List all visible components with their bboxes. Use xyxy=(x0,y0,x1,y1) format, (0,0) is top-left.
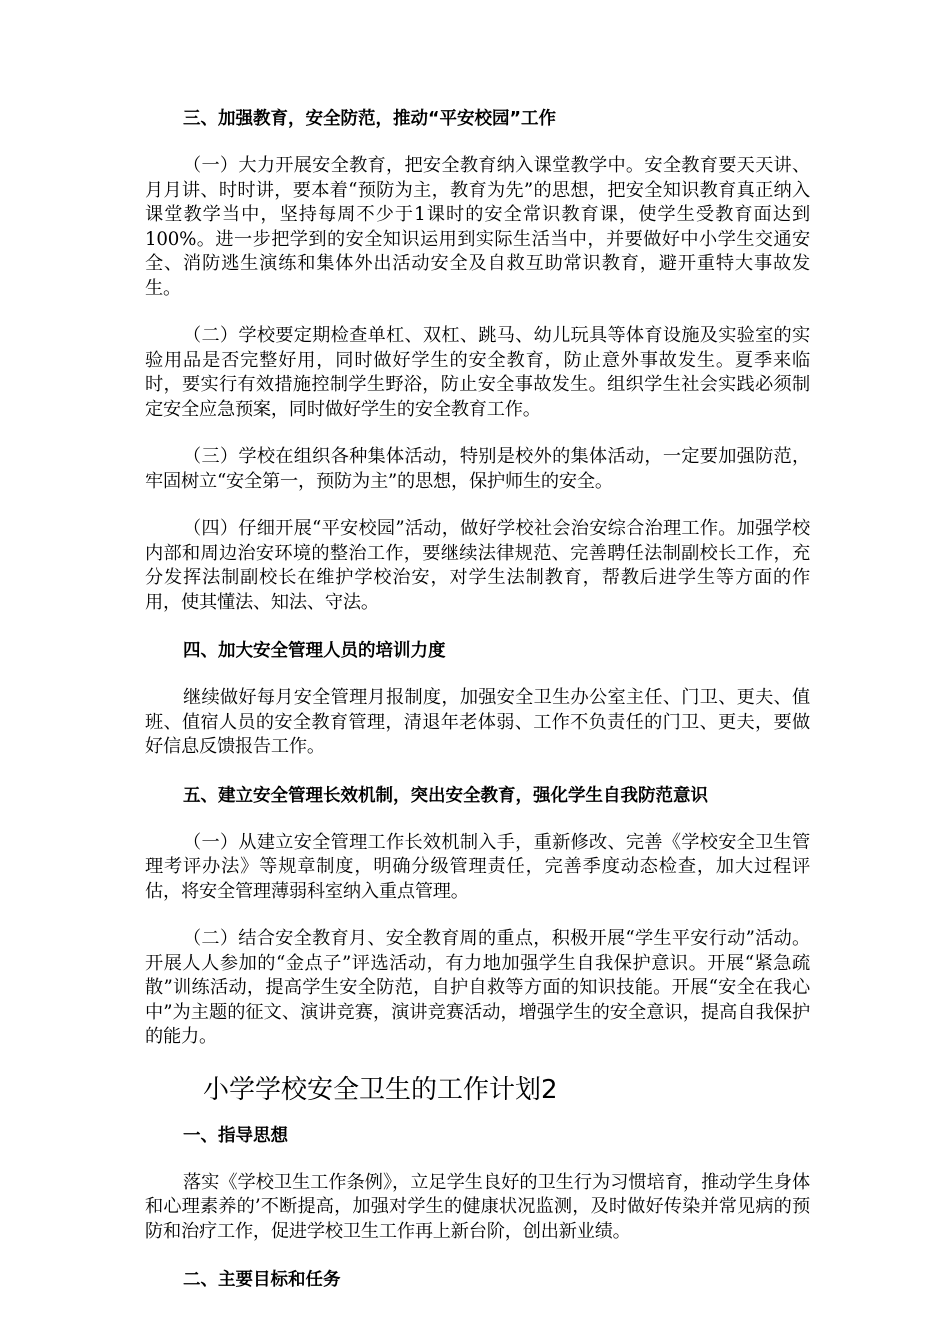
section-heading-guiding: 一、指导思想 xyxy=(183,1125,288,1146)
paragraph: 落实《学校卫生工作条例》，立足学生良好的卫生行为习惯培育，推动学生身体和心理素养的’不断提高，加强对学生的健康状况监测，及时做好传染并常见病的预防和治疗工作，促进学校卫生工作再上新台阶，创出新业绩。 xyxy=(145,1171,810,1242)
section-heading-4: 四、加大安全管理人员的培训力度 xyxy=(183,641,446,661)
paragraph: （一）大力开展安全教育，把安全教育纳入课堂教学中。安全教育要天天讲、月月讲、时时讲，要本着“预防为主，教育为先”的思想，把安全知识教育真正纳入课堂教学当中，坚持每周不少于1课时的安全常识教育课，使学生受教育面达到100%。进一步把学到的安全知识运用到实际生活当中，并要做好中小学生交通安全、消防逃生演练和集体外出活动安全及自救互助常识教育，避开重特大事故发生。 xyxy=(145,155,810,299)
paragraph: （一）从建立安全管理工作长效机制入手，重新修改、完善《学校安全卫生管理考评办法》等规章制度，明确分级管理责任，完善季度动态检查，加大过程评估，将安全管理薄弱科室纳入重点管理。 xyxy=(145,831,810,902)
section-heading-goals: 二、主要目标和任务 xyxy=(183,1270,341,1290)
paragraph: （二）学校要定期检查单杠、双杠、跳马、幼儿玩具等体育设施及实验室的实验用品是否完整好用，同时做好学生的安全教育，防止意外事故发生。夏季来临时，要实行有效措施控制学生野浴，防止安全事故发生。组织学生社会实践必须制定安全应急预案，同时做好学生的安全教育工作。 xyxy=(145,325,810,420)
section-heading-5: 五、建立安全管理长效机制，突出安全教育，强化学生自我防范意识 xyxy=(183,785,708,806)
document-title: 小学学校安全卫生的工作计划2 xyxy=(203,1074,558,1105)
paragraph: （四）仔细开展“平安校园”活动，做好学校社会治安综合治理工作。加强学校内部和周边治安环境的整治工作，要继续法律规范、完善聘任法制副校长工作，充分发挥法制副校长在维护学校治安，对学生法制教育，帮教后进学生等方面的作用，使其懂法、知法、守法。 xyxy=(145,518,810,613)
paragraph: （三）学校在组织各种集体活动，特别是校外的集体活动，一定要加强防范，牢固树立“安全第一，预防为主”的思想，保护师生的安全。 xyxy=(145,446,810,492)
section-heading-3: 三、加强教育，安全防范，推动“平安校园”工作 xyxy=(183,109,557,129)
document-page xyxy=(145,106,810,1315)
paragraph: 继续做好每月安全管理月报制度，加强安全卫生办公室主任、门卫、更夫、值班、值宿人员的安全教育管理，清退年老体弱、工作不负责任的门卫、更夫，要做好信息反馈报告工作。 xyxy=(145,687,810,757)
paragraph: （二）结合安全教育月、安全教育周的重点，积极开展“学生平安行动”活动。开展人人参加的“金点子”评选活动，有力地加强学生自我保护意识。开展“紧急疏散”训练活动，提高学生安全防范，自护自救等方面的知识技能。开展“安全在我心中”为主题的征文、演讲竞赛，演讲竞赛活动，增强学生的安全意识，提高自我保护的能力。 xyxy=(145,928,810,1047)
